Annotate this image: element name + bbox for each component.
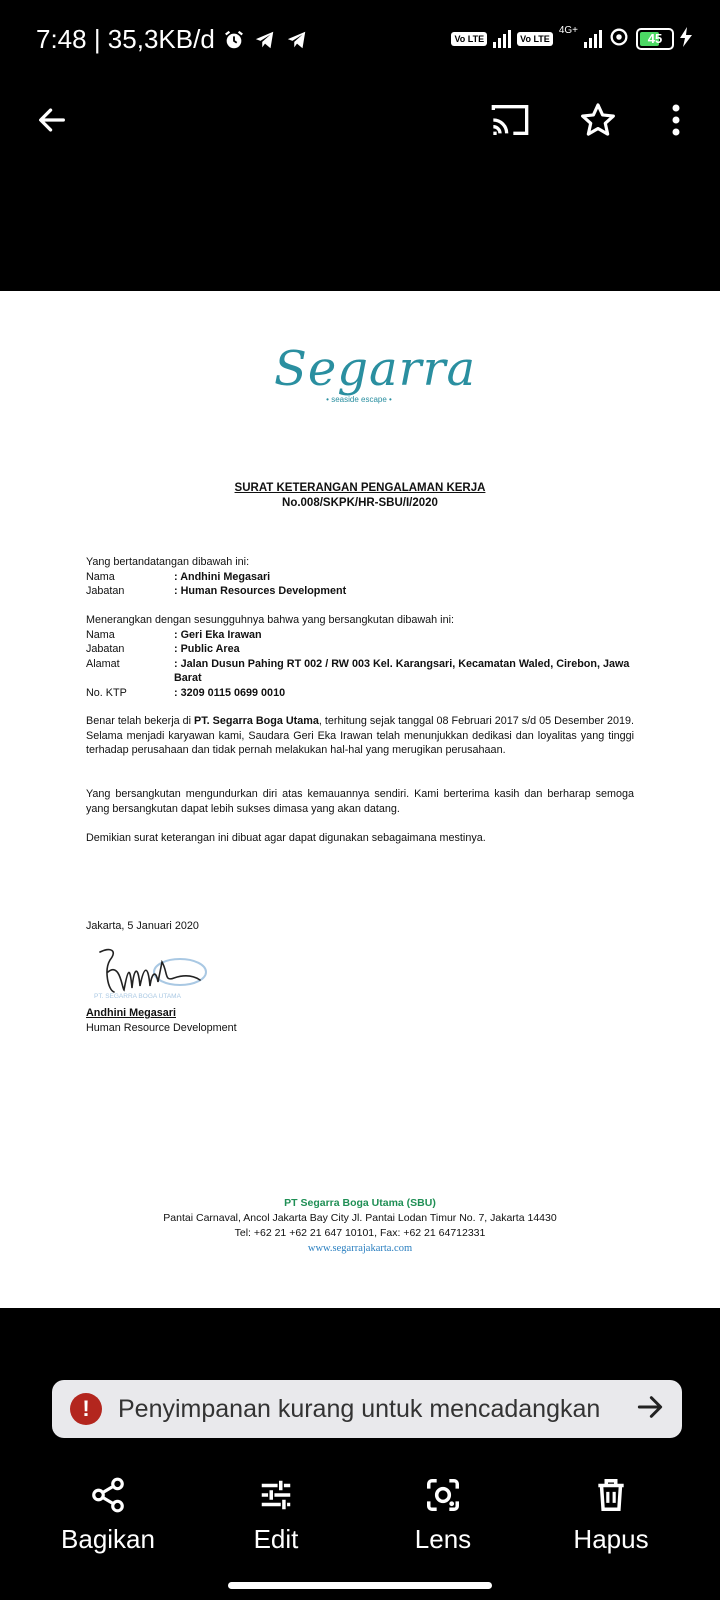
field-label: Jabatan <box>86 643 125 655</box>
signature-image <box>90 942 220 1008</box>
edit-label: Edit <box>253 1524 299 1554</box>
delete-button[interactable] <box>536 1476 686 1555</box>
field-value: : 3209 0115 0699 0010 <box>174 686 286 699</box>
cast-icon[interactable] <box>488 98 532 142</box>
hotspot-icon <box>608 26 630 51</box>
battery-icon <box>636 28 674 50</box>
top-app-bar <box>0 80 720 160</box>
para1-prefix: Benar telah bekerja di <box>86 715 195 727</box>
employment-paragraph <box>86 714 634 758</box>
employee-row <box>86 686 634 701</box>
signature-block <box>86 919 386 1035</box>
field-value: : Public Area <box>174 643 240 655</box>
letter-footer <box>0 1196 720 1256</box>
company-logo <box>274 339 477 439</box>
signer-row <box>86 570 634 585</box>
place-date: Jakarta, 5 Januari 2020 <box>86 920 199 932</box>
alarm-icon <box>223 29 245 51</box>
storage-warning-snackbar[interactable] <box>52 1380 682 1438</box>
field-value: : Geri Eka Irawan <box>174 628 262 641</box>
more-vert-icon[interactable] <box>654 98 698 142</box>
telegram-icon <box>285 29 309 51</box>
signer-title: Human Resource Development <box>86 1021 237 1034</box>
signal-icon <box>584 30 602 48</box>
bottom-action-bar <box>0 1476 720 1566</box>
delete-label: Hapus <box>573 1524 649 1554</box>
status-bar <box>0 0 720 80</box>
stamp-text: PT. SEGARRA BOGA UTAMA <box>94 992 181 1000</box>
star-icon[interactable] <box>576 98 620 142</box>
field-label: Jabatan <box>86 585 125 597</box>
share-button[interactable] <box>33 1476 183 1555</box>
field-value: : Human Resources Development <box>174 585 347 597</box>
signer-row <box>86 584 634 599</box>
status-right <box>451 26 692 51</box>
error-icon: ! <box>70 1393 102 1425</box>
para1-company: PT. Segarra Boga Utama <box>194 715 319 727</box>
telegram-icon <box>253 29 277 51</box>
field-label: No. KTP <box>86 686 127 699</box>
back-arrow-icon[interactable] <box>30 98 74 142</box>
intro-text: Yang bertandatangan dibawah ini: <box>86 556 250 568</box>
footer-phone: Tel: +62 21 +62 21 647 10101, Fax: +62 21 64712331 <box>234 1227 486 1239</box>
field-label: Alamat <box>86 657 120 670</box>
employee-block <box>86 613 634 700</box>
employee-row <box>86 642 634 657</box>
lens-label: Lens <box>414 1524 472 1554</box>
resignation-paragraph: Yang bersangkutan mengundurkan diri atas kemauannya sendiri. Kami berterima kasih dan berharap semoga yang bersangkutan dapat lebih sukses dimasa yang akan datang. <box>86 788 634 815</box>
charging-icon <box>680 27 692 50</box>
battery-level: 45 <box>647 31 663 46</box>
document-title <box>0 481 720 511</box>
signal-icon <box>493 30 511 48</box>
field-label: Nama <box>86 570 115 583</box>
field-value: : Andhini Megasari <box>174 570 271 583</box>
employee-row <box>86 657 634 686</box>
footer-website: www.segarrajakarta.com <box>307 1243 413 1254</box>
employee-row <box>86 628 634 643</box>
lens-button[interactable] <box>368 1476 518 1555</box>
share-icon <box>89 1476 127 1514</box>
document-number: No.008/SKPK/HR-SBU/I/2020 <box>282 497 438 509</box>
logo-tagline: • seaside escape • <box>326 395 392 404</box>
footer-address: Pantai Carnaval, Ancol Jakarta Bay City Jl. Pantai Lodan Timur No. 7, Jakarta 14430 <box>163 1212 557 1224</box>
edit-button[interactable] <box>201 1476 351 1555</box>
para1-rest: , terhitung sejak tanggal 08 Februari 2017 s/d 05 Desember 2019. Selama menjadi karyawan kami, Saudara Geri Eka Irawan telah menunjukkan dedikasi dan loyalitas yang tinggi terhadap perusahaan dan tidak pernah melakukan hal-hal yang merugikan perusahaan. <box>86 715 635 756</box>
signer-block <box>86 555 634 599</box>
network-type: 4G+ <box>558 25 578 36</box>
logo-wordmark: Segarra <box>274 341 477 397</box>
closing-paragraph: Demikian surat keterangan ini dibuat agar dapat digunakan sebagaimana mestinya. <box>86 832 486 844</box>
home-indicator[interactable] <box>228 1582 492 1589</box>
snackbar-message: Penyimpanan kurang untuk mencadangkan <box>118 1394 601 1423</box>
status-left <box>36 24 309 55</box>
field-label: Nama <box>86 628 115 641</box>
statement-text: Menerangkan dengan sesungguhnya bahwa yang bersangkutan dibawah ini: <box>86 614 454 626</box>
lens-icon <box>424 1476 462 1514</box>
volte-badge: Vo LTE <box>451 32 487 46</box>
tune-icon <box>257 1476 295 1514</box>
delete-icon <box>592 1476 630 1514</box>
arrow-right-icon[interactable] <box>634 1391 666 1428</box>
signer-name: Andhini Megasari <box>86 1007 176 1019</box>
field-value: : Jalan Dusun Pahing RT 002 / RW 003 Kel. Karangsari, Kecamatan Waled, Cirebon, Jawa Barat <box>174 657 630 684</box>
status-time-speed: 7:48 | 35,3KB/d <box>36 24 215 54</box>
share-label: Bagikan <box>61 1524 155 1554</box>
document-image[interactable] <box>0 291 720 1308</box>
footer-company: PT Segarra Boga Utama (SBU) <box>284 1197 436 1209</box>
document-heading: SURAT KETERANGAN PENGALAMAN KERJA <box>234 482 486 494</box>
volte-badge: Vo LTE <box>517 32 553 46</box>
